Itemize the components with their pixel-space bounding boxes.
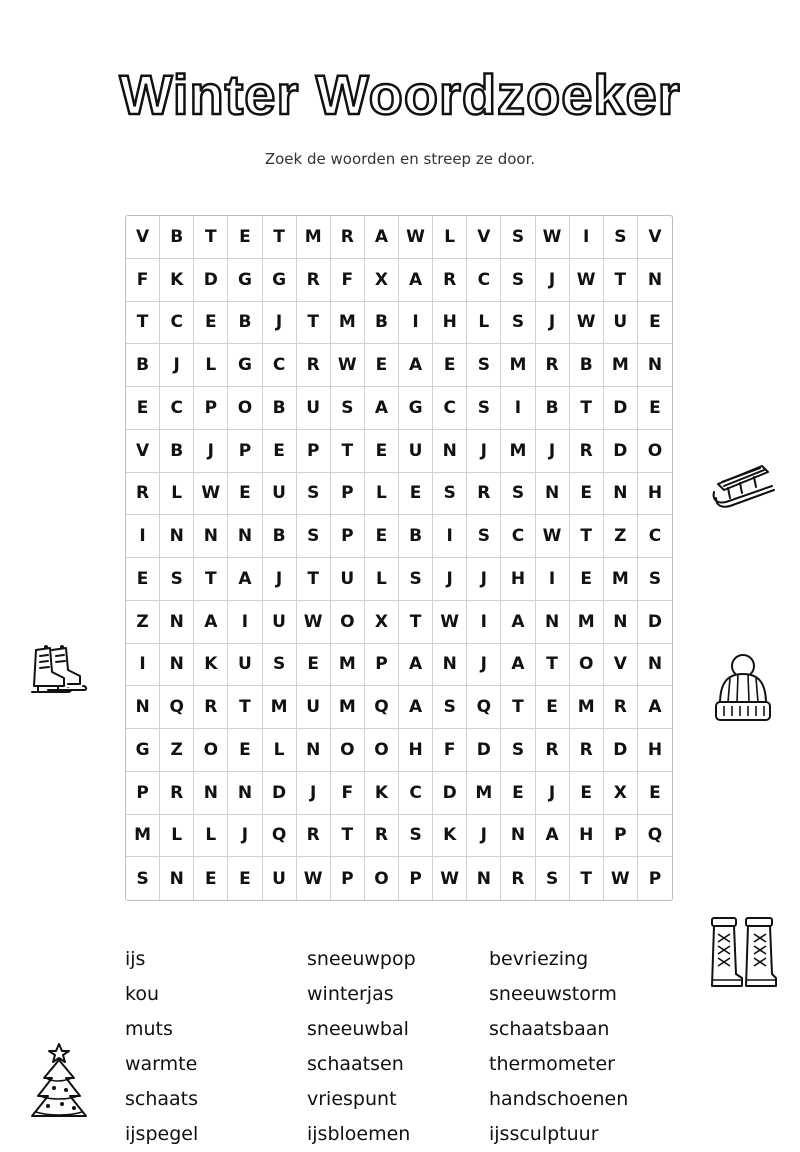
grid-cell[interactable]: A [501, 601, 535, 644]
grid-cell[interactable]: D [604, 729, 638, 772]
grid-cell[interactable]: W [433, 601, 467, 644]
grid-cell[interactable]: S [501, 216, 535, 259]
ice-skates-icon [28, 642, 88, 702]
grid-cell[interactable]: W [297, 857, 331, 900]
grid-cell[interactable]: M [331, 686, 365, 729]
grid-cell[interactable]: E [638, 302, 672, 345]
grid-cell[interactable]: L [467, 302, 501, 345]
grid-cell[interactable]: S [263, 644, 297, 687]
grid-cell[interactable]: V [604, 644, 638, 687]
grid-cell[interactable]: J [467, 558, 501, 601]
grid-cell[interactable]: W [536, 216, 570, 259]
grid-cell[interactable]: D [638, 601, 672, 644]
grid-cell[interactable]: N [433, 430, 467, 473]
grid-cell[interactable]: T [126, 302, 160, 345]
grid-cell[interactable]: E [365, 430, 399, 473]
grid-cell[interactable]: U [331, 558, 365, 601]
grid-cell[interactable]: E [570, 772, 604, 815]
grid-cell[interactable]: V [126, 430, 160, 473]
grid-cell[interactable]: N [228, 772, 262, 815]
grid-cell[interactable]: J [160, 344, 194, 387]
grid-cell[interactable]: N [604, 601, 638, 644]
grid-cell[interactable]: U [263, 857, 297, 900]
grid-cell[interactable]: Q [263, 815, 297, 858]
grid-cell[interactable]: N [467, 857, 501, 900]
grid-cell[interactable]: E [194, 857, 228, 900]
grid-cell[interactable]: L [194, 344, 228, 387]
grid-cell[interactable]: V [467, 216, 501, 259]
grid-cell[interactable]: C [501, 515, 535, 558]
grid-cell[interactable]: H [501, 558, 535, 601]
grid-cell[interactable]: Z [126, 601, 160, 644]
grid-cell[interactable]: E [570, 558, 604, 601]
grid-cell[interactable]: L [160, 473, 194, 516]
grid-cell[interactable]: S [297, 515, 331, 558]
grid-cell[interactable]: A [399, 259, 433, 302]
grid-cell[interactable]: A [638, 686, 672, 729]
grid-cell[interactable]: L [194, 815, 228, 858]
grid-cell[interactable]: N [160, 857, 194, 900]
grid-cell[interactable]: T [536, 644, 570, 687]
grid-cell[interactable]: S [160, 558, 194, 601]
grid-cell[interactable]: C [160, 387, 194, 430]
word-list-item: thermometer [489, 1053, 615, 1075]
grid-cell[interactable]: E [126, 558, 160, 601]
grid-cell[interactable]: E [433, 344, 467, 387]
grid-cell[interactable]: N [160, 515, 194, 558]
word-list-item: sneeuwbal [307, 1018, 409, 1040]
grid-cell[interactable]: U [604, 302, 638, 345]
page-title: Winter Woordzoeker [119, 63, 681, 126]
grid-cell[interactable]: O [194, 729, 228, 772]
grid-cell[interactable]: A [365, 387, 399, 430]
grid-cell[interactable]: I [467, 601, 501, 644]
grid-cell[interactable]: Q [638, 815, 672, 858]
grid-cell[interactable]: N [501, 815, 535, 858]
word-list-item: bevriezing [489, 948, 589, 970]
grid-cell[interactable]: I [536, 558, 570, 601]
grid-cell[interactable]: N [160, 644, 194, 687]
grid-cell[interactable]: T [331, 815, 365, 858]
word-list [125, 942, 725, 1152]
grid-cell[interactable]: N [604, 473, 638, 516]
grid-cell[interactable]: X [365, 601, 399, 644]
grid-cell[interactable]: G [126, 729, 160, 772]
grid-cell[interactable]: E [365, 344, 399, 387]
grid-cell[interactable]: N [638, 644, 672, 687]
grid-cell[interactable]: H [638, 473, 672, 516]
grid-cell[interactable]: P [126, 772, 160, 815]
grid-cell[interactable]: A [194, 601, 228, 644]
word-list-item: vriespunt [307, 1088, 397, 1110]
grid-cell[interactable]: F [433, 729, 467, 772]
grid-cell[interactable]: M [297, 216, 331, 259]
grid-cell[interactable]: A [399, 344, 433, 387]
grid-cell[interactable]: N [536, 601, 570, 644]
grid-cell[interactable]: R [536, 729, 570, 772]
grid-cell[interactable]: T [570, 857, 604, 900]
grid-cell[interactable]: E [399, 473, 433, 516]
grid-cell[interactable]: T [194, 558, 228, 601]
grid-cell[interactable]: W [536, 515, 570, 558]
grid-cell[interactable]: D [194, 259, 228, 302]
grid-cell[interactable]: S [297, 473, 331, 516]
grid-cell[interactable]: J [536, 302, 570, 345]
grid-cell[interactable]: H [399, 729, 433, 772]
grid-cell[interactable]: P [194, 387, 228, 430]
word-list-item: sneeuwstorm [489, 983, 617, 1005]
word-list-item: schaatsbaan [489, 1018, 610, 1040]
word-list-item: schaatsen [307, 1053, 404, 1075]
grid-cell[interactable]: P [331, 473, 365, 516]
grid-cell[interactable]: S [467, 387, 501, 430]
grid-cell[interactable]: N [638, 344, 672, 387]
grid-cell[interactable]: T [331, 430, 365, 473]
grid-cell[interactable]: W [570, 259, 604, 302]
word-list-item: muts [125, 1018, 173, 1040]
grid-cell[interactable]: I [433, 515, 467, 558]
grid-cell[interactable]: E [228, 216, 262, 259]
word-list-item: ijs [125, 948, 146, 970]
grid-cell[interactable]: O [365, 857, 399, 900]
grid-cell[interactable]: S [433, 473, 467, 516]
grid-cell[interactable]: U [263, 473, 297, 516]
grid-cell[interactable]: B [263, 515, 297, 558]
grid-cell[interactable]: D [467, 729, 501, 772]
grid-cell[interactable]: X [604, 772, 638, 815]
grid-cell[interactable]: J [263, 558, 297, 601]
grid-cell[interactable]: E [228, 857, 262, 900]
grid-cell[interactable]: R [194, 686, 228, 729]
grid-cell[interactable]: O [228, 387, 262, 430]
grid-cell[interactable]: R [297, 259, 331, 302]
grid-cell[interactable]: U [399, 430, 433, 473]
grid-cell[interactable]: J [263, 302, 297, 345]
grid-cell[interactable]: O [365, 729, 399, 772]
grid-cell[interactable]: E [194, 302, 228, 345]
beanie-hat-icon [712, 652, 774, 726]
word-list-item: kou [125, 983, 159, 1005]
grid-cell[interactable]: I [570, 216, 604, 259]
grid-cell[interactable]: U [263, 601, 297, 644]
grid-cell[interactable]: M [331, 302, 365, 345]
grid-cell[interactable]: S [467, 515, 501, 558]
grid-cell[interactable]: H [433, 302, 467, 345]
word-list-item: sneeuwpop [307, 948, 416, 970]
grid-cell[interactable]: M [604, 558, 638, 601]
grid-cell[interactable]: T [297, 558, 331, 601]
grid-cell[interactable]: M [501, 430, 535, 473]
grid-cell[interactable]: E [536, 686, 570, 729]
grid-cell[interactable]: W [604, 857, 638, 900]
sled-icon [710, 462, 776, 510]
grid-cell[interactable]: G [263, 259, 297, 302]
grid-cell[interactable]: R [570, 430, 604, 473]
grid-cell[interactable]: D [433, 772, 467, 815]
grid-cell[interactable]: F [331, 259, 365, 302]
grid-cell[interactable]: I [126, 515, 160, 558]
grid-cell[interactable]: N [536, 473, 570, 516]
grid-cell[interactable]: I [126, 644, 160, 687]
grid-cell[interactable]: A [365, 216, 399, 259]
instructions: Zoek de woorden en streep ze door. [264, 150, 536, 168]
grid-cell[interactable]: N [160, 601, 194, 644]
grid-cell[interactable]: R [433, 259, 467, 302]
grid-cell[interactable]: M [467, 772, 501, 815]
grid-cell[interactable]: P [297, 430, 331, 473]
grid-cell[interactable]: L [160, 815, 194, 858]
grid-cell[interactable]: S [604, 216, 638, 259]
grid-cell[interactable]: N [228, 515, 262, 558]
grid-cell[interactable]: J [433, 558, 467, 601]
grid-cell[interactable]: J [536, 259, 570, 302]
grid-cell[interactable]: I [399, 302, 433, 345]
grid-cell[interactable]: C [433, 387, 467, 430]
grid-cell[interactable]: E [570, 473, 604, 516]
grid-cell[interactable]: M [263, 686, 297, 729]
grid-cell[interactable]: N [194, 515, 228, 558]
grid-cell[interactable]: T [570, 515, 604, 558]
grid-cell[interactable]: S [126, 857, 160, 900]
grid-cell[interactable]: O [331, 729, 365, 772]
grid-cell[interactable]: E [365, 515, 399, 558]
grid-cell[interactable]: P [331, 515, 365, 558]
grid-cell[interactable]: J [467, 430, 501, 473]
grid-cell[interactable]: O [570, 644, 604, 687]
grid-cell[interactable]: R [126, 473, 160, 516]
grid-cell[interactable]: U [297, 387, 331, 430]
grid-cell[interactable]: N [638, 259, 672, 302]
grid-cell[interactable]: K [160, 259, 194, 302]
grid-cell[interactable]: L [365, 558, 399, 601]
grid-cell[interactable]: B [365, 302, 399, 345]
grid-cell[interactable]: U [297, 686, 331, 729]
grid-cell[interactable]: W [570, 302, 604, 345]
grid-cell[interactable]: X [365, 259, 399, 302]
grid-cell[interactable]: W [399, 216, 433, 259]
grid-cell[interactable]: M [604, 344, 638, 387]
grid-cell[interactable]: S [638, 558, 672, 601]
grid-cell[interactable]: R [570, 729, 604, 772]
grid-cell[interactable]: P [331, 857, 365, 900]
grid-cell[interactable]: F [331, 772, 365, 815]
grid-cell[interactable]: J [536, 772, 570, 815]
grid-cell[interactable]: P [648, 868, 662, 889]
grid-cell[interactable]: T [297, 302, 331, 345]
grid-cell[interactable]: S [501, 473, 535, 516]
grid-cell[interactable]: P [228, 430, 262, 473]
grid-cell[interactable]: G [228, 344, 262, 387]
word-list-item: winterjas [307, 983, 394, 1005]
grid-cell[interactable]: J [467, 644, 501, 687]
grid-cell[interactable]: C [263, 344, 297, 387]
grid-cell[interactable]: D [263, 772, 297, 815]
grid-cell[interactable]: R [536, 344, 570, 387]
grid-cell[interactable]: R [467, 473, 501, 516]
grid-cell[interactable]: L [263, 729, 297, 772]
grid-cell[interactable]: U [228, 644, 262, 687]
grid-cell[interactable]: E [126, 387, 160, 430]
grid-cell[interactable]: T [263, 216, 297, 259]
grid-cell[interactable]: F [126, 259, 160, 302]
grid-cell[interactable]: N [433, 644, 467, 687]
grid-cell[interactable]: D [604, 430, 638, 473]
grid-cell[interactable]: I [501, 387, 535, 430]
grid-cell[interactable]: Q [467, 686, 501, 729]
grid-cell[interactable]: M [126, 815, 160, 858]
grid-cell[interactable]: V [126, 216, 160, 259]
grid-cell[interactable]: B [228, 302, 262, 345]
word-list-item: ijssculptuur [489, 1123, 599, 1145]
grid-cell[interactable]: Q [365, 686, 399, 729]
grid-cell[interactable]: E [228, 473, 262, 516]
grid-cell[interactable]: W [433, 857, 467, 900]
grid-cell[interactable]: K [194, 644, 228, 687]
christmas-tree-icon [24, 1042, 94, 1131]
grid-cell[interactable]: J [536, 430, 570, 473]
grid-cell[interactable]: E [297, 644, 331, 687]
grid-cell[interactable]: G [228, 259, 262, 302]
word-list-item: ijsbloemen [307, 1123, 411, 1145]
grid-cell[interactable]: D [604, 387, 638, 430]
grid-cell[interactable]: S [399, 558, 433, 601]
grid-cell[interactable]: P [399, 857, 433, 900]
grid-cell[interactable]: B [126, 344, 160, 387]
grid-cell[interactable]: A [536, 815, 570, 858]
grid-cell[interactable]: M [570, 601, 604, 644]
grid-cell[interactable]: N [194, 772, 228, 815]
grid-cell[interactable]: Z [160, 729, 194, 772]
grid-cell[interactable]: S [501, 302, 535, 345]
grid-cell[interactable]: R [297, 815, 331, 858]
grid-cell[interactable]: Z [604, 515, 638, 558]
grid-cell[interactable]: R [331, 216, 365, 259]
grid-cell[interactable]: H [570, 815, 604, 858]
grid-cell[interactable]: E [638, 772, 672, 815]
grid-cell[interactable]: H [638, 729, 672, 772]
grid-cell[interactable]: Q [160, 686, 194, 729]
grid-cell[interactable]: T [604, 259, 638, 302]
grid-cell[interactable]: S [331, 387, 365, 430]
grid-cell[interactable]: S [399, 815, 433, 858]
grid-cell[interactable]: M [570, 686, 604, 729]
grid-cell[interactable]: O [638, 430, 672, 473]
grid-cell[interactable]: C [160, 302, 194, 345]
grid-cell[interactable]: C [638, 515, 672, 558]
grid-cell[interactable]: T [570, 387, 604, 430]
grid-cell[interactable]: L [433, 216, 467, 259]
grid-cell[interactable]: W [194, 473, 228, 516]
winter-boots-icon [708, 914, 778, 990]
grid-cell[interactable]: S [501, 729, 535, 772]
word-list-item: handschoenen [489, 1088, 629, 1110]
grid-cell[interactable]: B [399, 515, 433, 558]
grid-cell[interactable]: S [467, 344, 501, 387]
grid-cell[interactable]: V [638, 216, 672, 259]
grid-cell[interactable]: T [228, 686, 262, 729]
grid-cell[interactable]: O [331, 601, 365, 644]
grid-cell[interactable]: W [297, 601, 331, 644]
grid-cell[interactable]: J [467, 815, 501, 858]
grid-cell[interactable]: S [501, 259, 535, 302]
word-list-item: warmte [125, 1053, 198, 1075]
grid-cell[interactable]: M [501, 344, 535, 387]
grid-cell[interactable]: R [160, 772, 194, 815]
grid-cell[interactable]: E [638, 387, 672, 430]
grid-cell[interactable]: R [501, 857, 535, 900]
word-list-item: ijspegel [125, 1123, 199, 1145]
grid-cell[interactable]: R [365, 815, 399, 858]
grid-cell[interactable]: C [467, 259, 501, 302]
grid-cell[interactable]: L [365, 473, 399, 516]
grid-cell[interactable]: I [228, 601, 262, 644]
grid-cell[interactable]: E [228, 729, 262, 772]
grid-cell[interactable]: J [194, 430, 228, 473]
grid-cell[interactable]: S [433, 686, 467, 729]
grid-cell[interactable]: P [365, 644, 399, 687]
word-search-grid[interactable] [125, 215, 673, 901]
grid-cell[interactable]: E [263, 430, 297, 473]
grid-cell[interactable]: T [194, 216, 228, 259]
grid-cell[interactable]: J [297, 772, 331, 815]
grid-cell[interactable]: B [160, 430, 194, 473]
grid-cell[interactable]: G [399, 387, 433, 430]
grid-cell[interactable]: M [331, 644, 365, 687]
grid-cell[interactable]: K [433, 815, 467, 858]
grid-cell[interactable]: T [501, 686, 535, 729]
grid-cell[interactable]: N [126, 686, 160, 729]
grid-cell[interactable]: A [228, 558, 262, 601]
grid-cell[interactable]: B [160, 216, 194, 259]
grid-cell[interactable]: B [263, 387, 297, 430]
grid-cell[interactable]: W [331, 344, 365, 387]
grid-cell[interactable]: S [536, 857, 570, 900]
grid-cell[interactable]: A [399, 686, 433, 729]
grid-cell[interactable]: E [501, 772, 535, 815]
grid-cell[interactable]: N [297, 729, 331, 772]
word-list-item: schaats [125, 1088, 199, 1110]
grid-cell[interactable]: C [399, 772, 433, 815]
grid-cell[interactable]: B [570, 344, 604, 387]
grid-cell[interactable]: P [604, 815, 638, 858]
grid-cell[interactable]: R [604, 686, 638, 729]
grid-cell[interactable]: A [399, 644, 433, 687]
grid-cell[interactable]: K [365, 772, 399, 815]
grid-cell[interactable]: B [536, 387, 570, 430]
grid-cell[interactable]: J [228, 815, 262, 858]
grid-cell[interactable]: R [297, 344, 331, 387]
grid-cell[interactable]: T [399, 601, 433, 644]
grid-cell[interactable]: A [501, 644, 535, 687]
